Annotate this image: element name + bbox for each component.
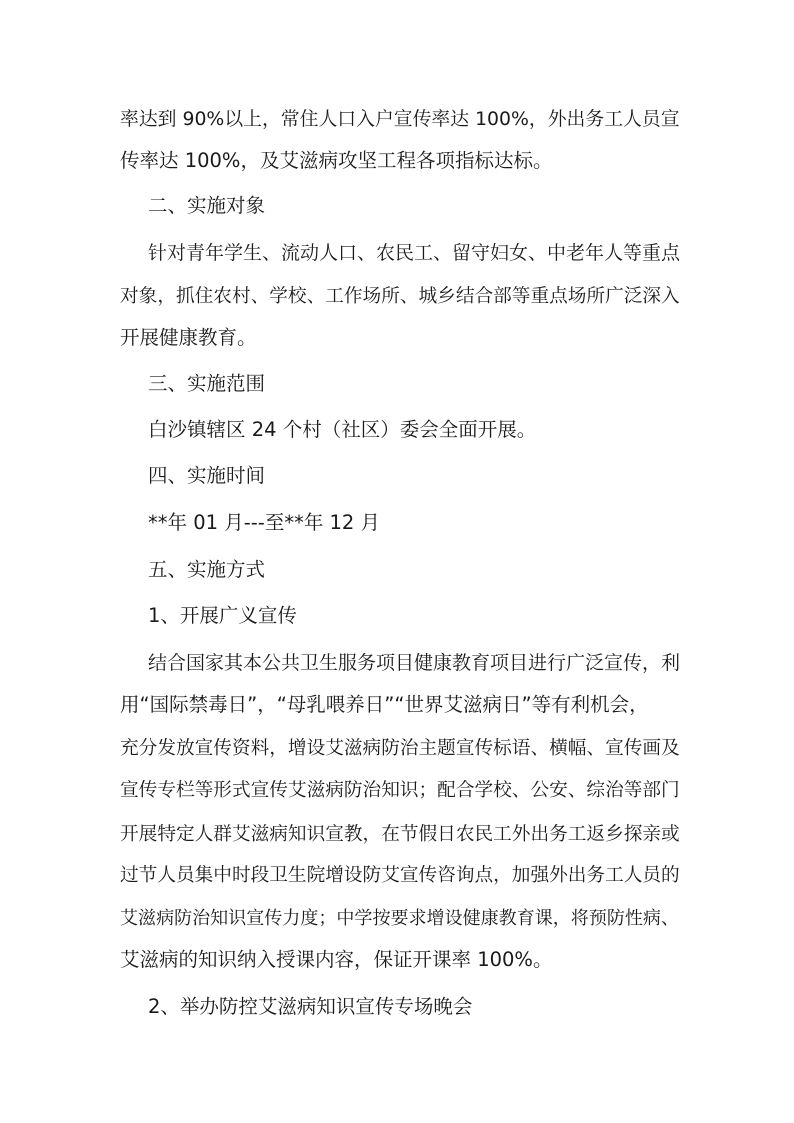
heading-text: 三、实施范围 xyxy=(148,372,266,395)
text: **年 01 月---至**年 12 月 xyxy=(148,511,381,534)
text: 充分发放宣传资料，增设艾滋病防治主题宣传标语、横幅、宣传画及 xyxy=(120,738,680,759)
heading-text: 五、实施方式 xyxy=(148,558,266,581)
text: 用“国际禁毒日”，“母乳喂养日”“世界艾滋病日”等有利机会， xyxy=(120,693,649,716)
text: 艾滋病的知识纳入授课内容，保证开课率 100%。 xyxy=(120,948,553,971)
heading-text: 1、开展广义宣传 xyxy=(148,604,297,627)
text: 宣传专栏等形式宣传艾滋病防治知识；配合学校、公安、综治等部门 xyxy=(120,780,680,801)
heading-text: 四、实施时间 xyxy=(148,464,266,487)
text: 传率达 100%，及艾滋病攻坚工程各项指标达标。 xyxy=(120,149,553,172)
text: 对象，抓住农村、学校、工作场所、城乡结合部等重点场所广泛深入 xyxy=(120,286,680,307)
text: 过节人员集中时段卫生院增设防艾宣传咨询点，加强外出务工人员的 xyxy=(120,865,680,886)
text: 率达到 90%以上，常住人口入户宣传率达 100%，外出务工人员宣 xyxy=(120,109,680,130)
text: 艾滋病防治知识宣传力度；中学按要求增设健康教育课，将预防性病、 xyxy=(120,908,679,929)
text: 白沙镇辖区 24 个村（社区）委会全面开展。 xyxy=(148,418,537,441)
text: 结合国家其本公共卫生服务项目健康教育项目进行广泛宣传，利 xyxy=(148,652,681,674)
text: 开展健康教育。 xyxy=(120,326,257,349)
text: 开展特定人群艾滋病知识宣教，在节假日农民工外出务工返乡探亲或 xyxy=(120,824,680,845)
heading-text: 2、举办防控艾滋病知识宣传专场晚会 xyxy=(148,995,473,1018)
heading-text: 二、实施对象 xyxy=(148,194,266,217)
text: 针对青年学生、流动人口、农民工、留守妇女、中老年人等重点 xyxy=(148,242,681,264)
